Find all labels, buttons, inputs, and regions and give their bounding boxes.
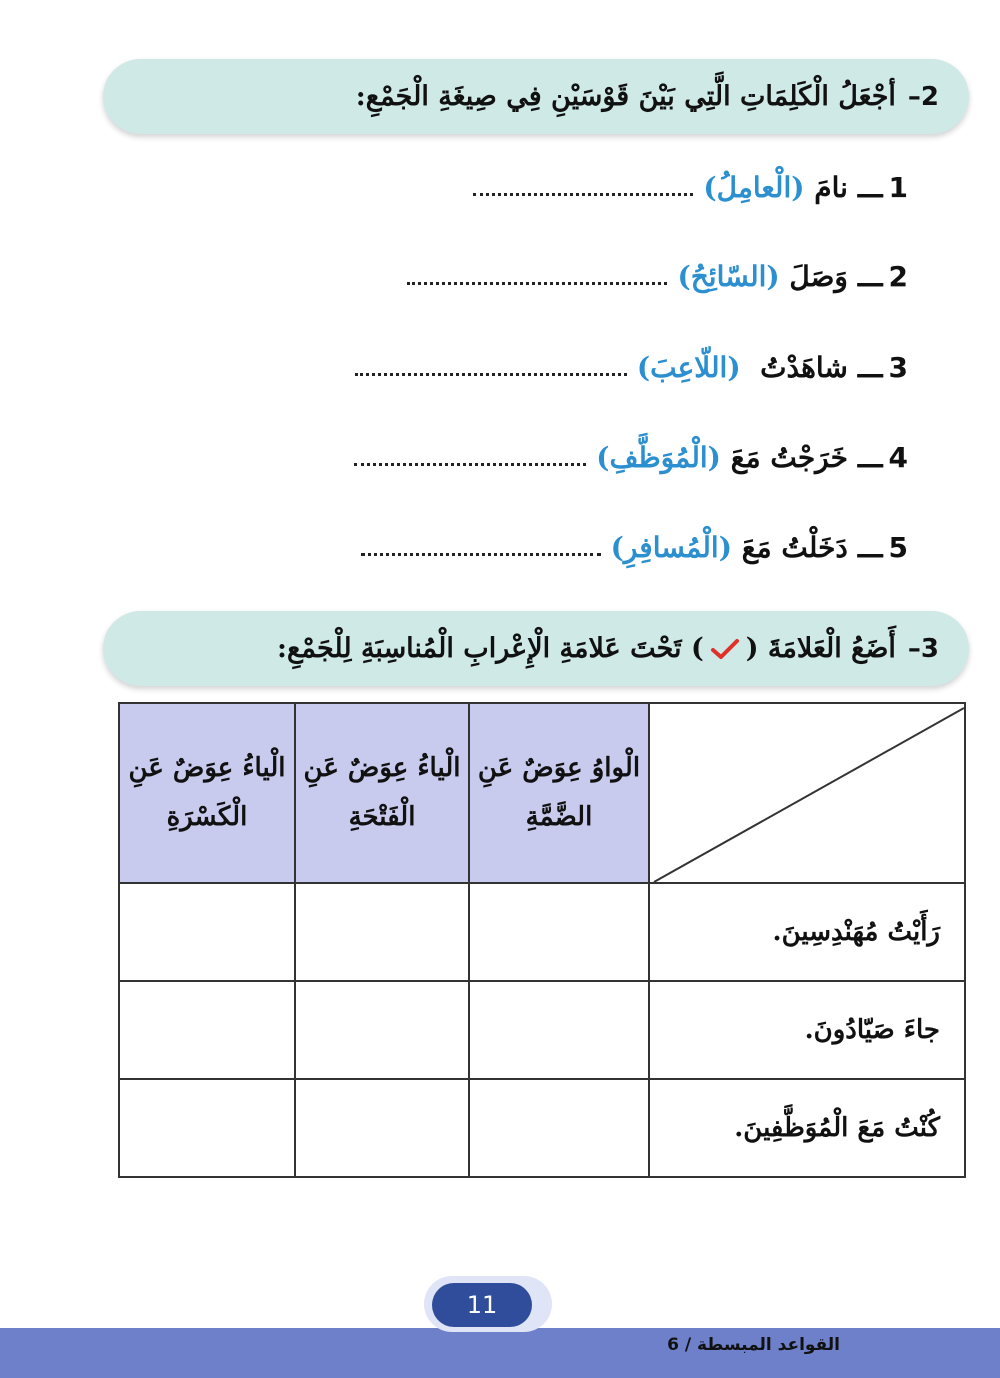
answer-cell[interactable] [295, 1079, 469, 1177]
answer-cell[interactable] [119, 981, 295, 1079]
exercise-3-number: 3– [907, 633, 939, 664]
answer-cell[interactable] [469, 883, 649, 981]
diagonal-header-cell [649, 703, 965, 883]
answer-table [118, 702, 966, 1178]
footer-band [0, 1328, 1000, 1378]
table-row [119, 981, 965, 1079]
answer-cell[interactable] [295, 883, 469, 981]
check-mark-icon [710, 637, 740, 661]
answer-line[interactable] [361, 531, 601, 556]
item-text: خَرَجْتُ مَعَ [730, 440, 848, 474]
item-number: 4 [888, 440, 908, 474]
item-text: شاهَدْتُ [760, 350, 848, 384]
sentence-cell: رَأَيْتُ مُهَنْدِسِينَ. [649, 883, 965, 981]
table-row [119, 883, 965, 981]
column-header: الْواوُ عِوَضٌ عَنِ الضَّمَّةِ [469, 703, 649, 883]
answer-cell[interactable] [119, 1079, 295, 1177]
exercise-3-title-start: أَضَعُ الْعَلامَةَ ( [745, 633, 896, 664]
item-number: 2 [888, 259, 908, 293]
exercise-2-item [354, 432, 908, 482]
answer-cell[interactable] [119, 883, 295, 981]
item-dash: ـــ [857, 259, 883, 293]
answer-cell[interactable] [469, 981, 649, 1079]
answer-line[interactable] [473, 171, 693, 196]
item-text: دَخَلْتُ مَعَ [741, 530, 848, 564]
item-word: (الْعامِلُ) [703, 170, 805, 204]
column-header: الْياءُ عِوَضٌ عَنِ الْكَسْرَةِ [119, 703, 295, 883]
column-header: الْياءُ عِوَضٌ عَنِ الْفَتْحَةِ [295, 703, 469, 883]
exercise-2-number: 2– [907, 81, 939, 112]
exercise-2-title: أجْعَلُ الْكَلِمَاتِ الَّتِي بَيْنَ قَوْسَيْنِ فِي صِيغَةِ الْجَمْعِ: [355, 81, 896, 112]
sentence-cell: كُنْتُ مَعَ الْمُوَظَّفِينَ. [649, 1079, 965, 1177]
answer-cell[interactable] [295, 981, 469, 1079]
item-number: 3 [888, 350, 908, 384]
answer-line[interactable] [354, 441, 586, 466]
exercise-3-header [103, 611, 969, 686]
item-word: (السّائِحُ) [677, 259, 780, 293]
item-text: نامَ [814, 170, 848, 204]
item-dash: ـــ [857, 170, 883, 204]
item-word: (اللّاعِبَ) [636, 350, 741, 384]
exercise-2-item [361, 522, 908, 572]
exercise-3-title-end: ) تَحْتَ عَلامَةِ الْإِعْرابِ الْمُناسِبَةِ لِلْجَمْعِ: [277, 633, 704, 664]
exercise-2-item [407, 251, 908, 301]
table-row [119, 1079, 965, 1177]
item-text: وَصَلَ [789, 259, 848, 293]
book-title: القواعد المبسطة / 6 [667, 1335, 840, 1355]
answer-cell[interactable] [469, 1079, 649, 1177]
exercise-2-header [103, 59, 969, 134]
item-word: (الْمُسافِرِ) [610, 530, 732, 564]
item-word: (الْمُوَظَّفِ) [596, 440, 721, 474]
page-number: 11 [432, 1283, 532, 1327]
answer-line[interactable] [407, 260, 667, 285]
sentence-cell: جاءَ صَيّادُونَ. [649, 981, 965, 1079]
table-header-row [119, 703, 965, 883]
item-number: 5 [888, 530, 908, 564]
exercise-2-item [473, 162, 908, 212]
exercise-2-item [355, 342, 908, 392]
item-dash: ـــ [857, 350, 883, 384]
answer-line[interactable] [355, 351, 627, 376]
item-dash: ـــ [857, 530, 883, 564]
item-dash: ـــ [857, 440, 883, 474]
item-number: 1 [888, 170, 908, 204]
